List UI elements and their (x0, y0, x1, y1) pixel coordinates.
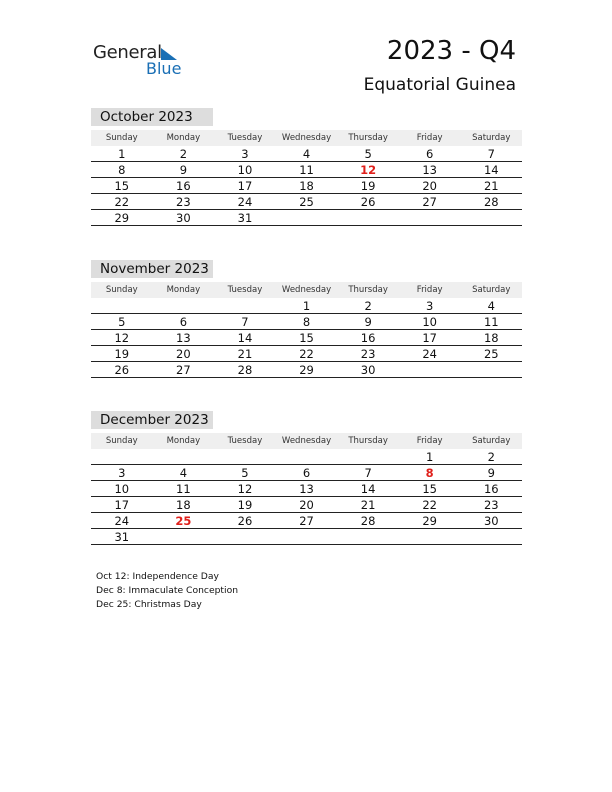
week-row (91, 449, 522, 465)
day-cell: 16 (176, 179, 191, 193)
day-cell: 30 (176, 211, 191, 225)
day-cell: 23 (483, 498, 499, 512)
weekday-label: Friday (416, 285, 443, 295)
day-cell: 13 (422, 163, 437, 177)
day-cell: 11 (299, 163, 314, 177)
day-cell: 17 (237, 179, 253, 193)
day-cell: 29 (299, 363, 314, 377)
month-header: October 2023 (91, 108, 213, 126)
day-cell: 25 (299, 195, 314, 209)
day-cell: 14 (483, 163, 499, 177)
holiday-note: Dec 8: Immaculate Conception (96, 585, 239, 596)
day-cell: 18 (176, 498, 191, 512)
day-cell: 1 (426, 450, 434, 464)
weekday-label: Monday (166, 133, 201, 143)
day-cell: 5 (364, 147, 372, 161)
day-cell: 24 (422, 347, 437, 361)
week-row (91, 314, 522, 330)
day-cell: 6 (179, 315, 188, 329)
day-cell: 7 (487, 147, 495, 161)
logo-general-text: General (93, 42, 162, 63)
day-cell: 15 (422, 482, 437, 496)
day-cell: 10 (114, 482, 130, 496)
country-name: Equatorial Guinea (363, 75, 516, 95)
day-cell: 14 (237, 331, 253, 345)
day-cell: 24 (114, 514, 130, 528)
day-cell: 4 (487, 299, 495, 313)
day-cell (276, 529, 338, 544)
day-cell: 6 (302, 466, 311, 480)
weekday-label: Thursday (348, 133, 388, 143)
day-cell: 31 (114, 530, 130, 544)
day-cell: 19 (360, 179, 376, 193)
weekday-label: Monday (166, 436, 201, 446)
day-cell: 7 (241, 315, 249, 329)
weekday-label: Friday (416, 133, 443, 143)
month-header: November 2023 (91, 260, 213, 278)
week-row (91, 513, 522, 529)
day-cell: 7 (364, 466, 372, 480)
day-cell: 21 (360, 498, 376, 512)
day-cell: 16 (483, 482, 499, 496)
day-cell: 16 (360, 331, 376, 345)
day-cell: 20 (422, 179, 437, 193)
day-cell (153, 449, 215, 464)
weekday-label: Wednesday (281, 133, 332, 143)
week-row (91, 178, 522, 194)
day-cell: 24 (237, 195, 253, 209)
day-cell: 22 (422, 498, 437, 512)
day-cell: 17 (422, 331, 437, 345)
weekday-label: Sunday (105, 285, 138, 295)
day-cell: 29 (114, 211, 130, 225)
day-cell: 19 (114, 347, 130, 361)
day-cell: 19 (237, 498, 253, 512)
day-cell: 25 (483, 347, 499, 361)
day-cell (337, 529, 399, 544)
week-row (91, 346, 522, 362)
month-header: December 2023 (91, 411, 213, 429)
day-cell: 22 (114, 195, 130, 209)
weekday-header-row (91, 130, 522, 146)
day-cell: 11 (176, 482, 191, 496)
week-row (91, 529, 522, 545)
holiday-notes (96, 570, 238, 612)
weekday-label: Tuesday (227, 436, 263, 446)
day-cell: 30 (483, 514, 499, 528)
week-row (91, 194, 522, 210)
day-cell: 27 (299, 514, 314, 528)
day-cell (214, 298, 276, 313)
day-cell (399, 210, 461, 225)
day-cell (460, 529, 522, 544)
day-cell: 26 (114, 363, 130, 377)
logo (93, 42, 188, 78)
day-cell: 27 (422, 195, 437, 209)
page-title: 2023 - Q4 (386, 36, 516, 66)
day-cell: 1 (302, 299, 311, 313)
day-cell: 8 (118, 163, 126, 177)
day-cell: 10 (422, 315, 437, 329)
day-cell: 23 (360, 347, 376, 361)
day-cell: 2 (179, 147, 188, 161)
month-october (91, 108, 522, 226)
day-cell: 18 (483, 331, 499, 345)
weekday-label: Wednesday (281, 285, 332, 295)
day-cell (153, 298, 215, 313)
weekday-label: Saturday (472, 133, 511, 143)
day-cell: 18 (299, 179, 314, 193)
week-row (91, 497, 522, 513)
day-cell (276, 210, 338, 225)
day-cell: 15 (299, 331, 314, 345)
day-cell: 9 (179, 163, 188, 177)
day-cell: 27 (176, 363, 191, 377)
day-cell: 21 (237, 347, 253, 361)
day-cell: 20 (176, 347, 191, 361)
weekday-label: Sunday (105, 133, 138, 143)
day-cell: 29 (422, 514, 437, 528)
week-row (91, 210, 522, 226)
day-cell: 8 (302, 315, 311, 329)
day-cell: 25 (175, 514, 192, 528)
day-cell: 12 (114, 331, 130, 345)
holiday-note: Oct 12: Independence Day (96, 571, 219, 582)
day-cell: 5 (118, 315, 126, 329)
week-row (91, 465, 522, 481)
day-cell: 4 (179, 466, 188, 480)
week-row (91, 146, 522, 162)
day-cell: 9 (364, 315, 372, 329)
day-cell: 14 (360, 482, 376, 496)
day-cell: 31 (237, 211, 253, 225)
day-cell (214, 529, 276, 544)
day-cell: 1 (118, 147, 126, 161)
day-cell: 23 (176, 195, 191, 209)
day-cell (276, 449, 338, 464)
weekday-label: Wednesday (281, 436, 332, 446)
day-cell: 2 (487, 450, 495, 464)
day-cell: 11 (483, 315, 499, 329)
day-cell: 13 (176, 331, 191, 345)
day-cell: 22 (299, 347, 314, 361)
week-row (91, 330, 522, 346)
day-cell: 8 (425, 466, 434, 480)
week-row (91, 362, 522, 378)
week-row (91, 298, 522, 314)
weekday-label: Thursday (348, 285, 388, 295)
day-cell (337, 210, 399, 225)
weekday-header-row (91, 433, 522, 449)
weekday-label: Tuesday (227, 133, 263, 143)
day-cell: 21 (483, 179, 499, 193)
day-cell: 28 (360, 514, 376, 528)
day-cell (91, 298, 153, 313)
day-cell: 6 (426, 147, 434, 161)
day-cell (460, 210, 522, 225)
weekday-label: Thursday (348, 436, 388, 446)
day-cell (337, 449, 399, 464)
day-cell: 13 (299, 482, 314, 496)
day-cell: 9 (487, 466, 495, 480)
day-cell: 12 (237, 482, 253, 496)
logo-blue-text: Blue (146, 59, 182, 78)
day-cell (399, 529, 461, 544)
day-cell: 3 (118, 466, 126, 480)
day-cell: 26 (237, 514, 253, 528)
day-cell: 30 (360, 363, 376, 377)
month-december (91, 411, 522, 545)
day-cell (214, 449, 276, 464)
day-cell: 4 (302, 147, 311, 161)
day-cell (460, 362, 522, 377)
holiday-note: Dec 25: Christmas Day (96, 599, 202, 610)
month-november (91, 260, 522, 378)
weekday-label: Saturday (472, 436, 511, 446)
week-row (91, 162, 522, 178)
day-cell: 10 (237, 163, 253, 177)
weekday-header-row (91, 282, 522, 298)
weekday-label: Friday (416, 436, 443, 446)
day-cell: 17 (114, 498, 130, 512)
day-cell (91, 449, 153, 464)
weekday-label: Tuesday (227, 285, 263, 295)
day-cell (153, 529, 215, 544)
day-cell: 15 (114, 179, 130, 193)
week-row (91, 481, 522, 497)
day-cell: 12 (360, 163, 377, 177)
day-cell: 2 (364, 299, 372, 313)
weekday-label: Monday (166, 285, 201, 295)
day-cell: 26 (360, 195, 376, 209)
day-cell: 28 (237, 363, 253, 377)
weekday-label: Saturday (472, 285, 511, 295)
weekday-label: Sunday (105, 436, 138, 446)
day-cell: 20 (299, 498, 314, 512)
day-cell: 5 (241, 466, 249, 480)
day-cell: 28 (483, 195, 499, 209)
day-cell (399, 362, 461, 377)
day-cell: 3 (426, 299, 434, 313)
day-cell: 3 (241, 147, 249, 161)
